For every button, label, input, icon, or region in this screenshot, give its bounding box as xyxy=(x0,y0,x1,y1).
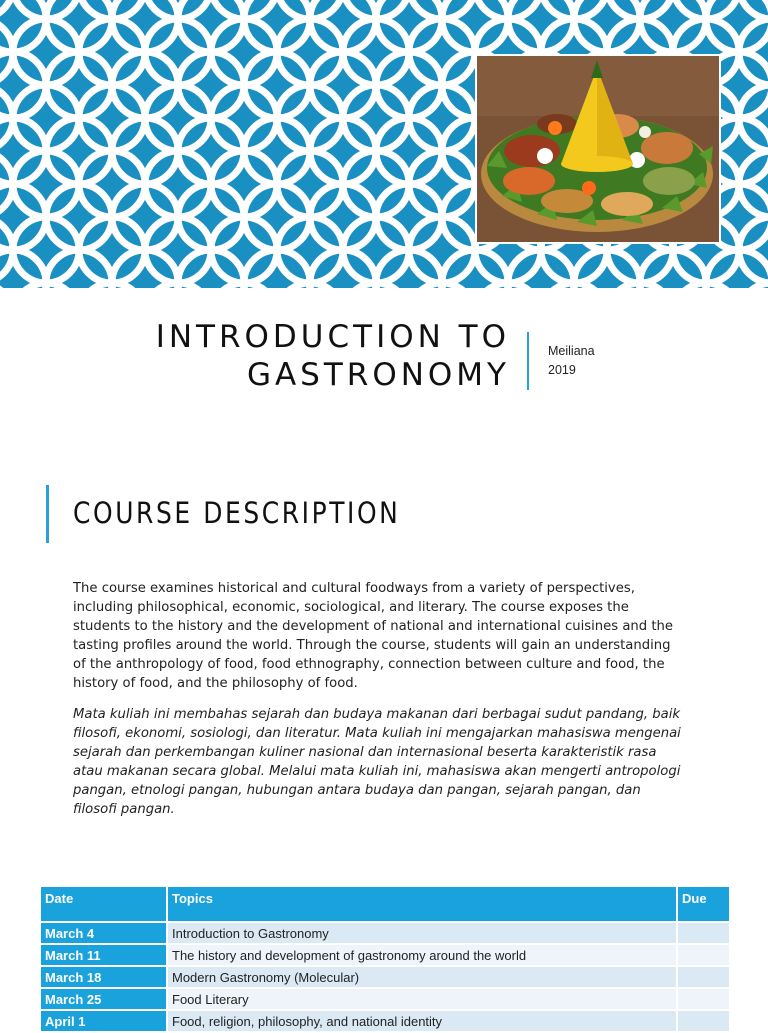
row-topic: Food Literary xyxy=(167,988,677,1010)
description-english: The course examines historical and cultural foodways from a variety of perspectives, including philosophical, economic, sociological, and literary. The course exposes the students to the history and the development of national and international cuisines and the tasting profiles around the world. Through the course, students will gain an understanding of the anthropology of food, food ethnography, connection between culture and food, the history of food, and the philosophy of food. xyxy=(73,581,673,692)
row-topic: Introduction to Gastronomy xyxy=(167,922,677,944)
row-date: March 18 xyxy=(41,966,167,988)
table-row xyxy=(41,988,730,1010)
table-row xyxy=(41,944,730,966)
description-indonesian: Mata kuliah ini membahas sejarah dan budaya makanan dari berbagai sudut pandang, baik filosofi, ekonomi, sosiologi, dan literatur. Mata kuliah ini mengajarkan mahasiswa mengenai sejarah dan perkembangan kuliner nasional dan internasional beserta karakteristik rasa atau makanan secara global. Melalui mata kuliah ini, mahasiswa akan mengerti antropologi pangan, etnologi pangan, hubungan antara budaya dan pangan, sejarah pangan, dan filosofi pangan. xyxy=(73,707,681,818)
author-name: Meiliana xyxy=(548,344,595,358)
header-due: Due xyxy=(677,887,730,922)
title-divider xyxy=(527,332,529,390)
header-date: Date xyxy=(41,887,167,922)
table-header-row xyxy=(41,887,730,922)
presentation-title xyxy=(156,318,510,394)
row-date: March 4 xyxy=(41,922,167,944)
row-date: March 11 xyxy=(41,944,167,966)
row-date: April 1 xyxy=(41,1010,167,1032)
heading-accent-bar xyxy=(46,485,49,543)
table-row xyxy=(41,1010,730,1032)
header-topics: Topics xyxy=(167,887,677,922)
year: 2019 xyxy=(548,363,576,377)
tumpeng-food-image xyxy=(477,56,719,242)
row-topic: The history and development of gastronomy around the world xyxy=(167,944,677,966)
table-row xyxy=(41,966,730,988)
row-date: March 25 xyxy=(41,988,167,1010)
title-slide xyxy=(0,0,768,450)
subtitle xyxy=(548,342,595,380)
table-row xyxy=(41,922,730,944)
row-due xyxy=(677,922,730,944)
food-photo-frame xyxy=(475,54,721,244)
slide-heading: COURSE DESCRIPTION xyxy=(73,496,401,530)
row-due xyxy=(677,944,730,966)
schedule-table xyxy=(41,887,731,1033)
row-topic: Modern Gastronomy (Molecular) xyxy=(167,966,677,988)
course-description-slide xyxy=(0,452,768,1029)
title-line-1: INTRODUCTION TO xyxy=(155,319,510,355)
title-line-2: GASTRONOMY xyxy=(246,357,510,393)
row-topic: Food, religion, philosophy, and national identity xyxy=(167,1010,677,1032)
row-due xyxy=(677,988,730,1010)
row-due xyxy=(677,1010,730,1032)
row-due xyxy=(677,966,730,988)
